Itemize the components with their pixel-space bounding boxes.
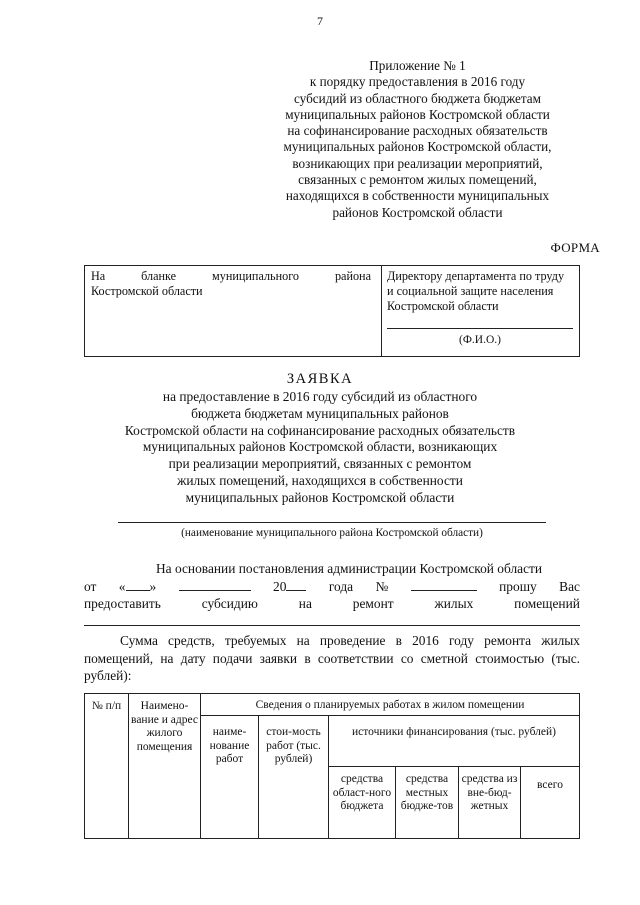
th-regional-budget: средства област-ного бюджета xyxy=(328,766,396,839)
paragraph-text: На основании постановления администрации Костромской области xyxy=(156,561,543,576)
request-paragraph xyxy=(84,560,580,613)
addressee-cell xyxy=(387,269,575,346)
addressee-line: Директору департамента по труду xyxy=(387,269,565,283)
addressee-line: и социальной защите населения xyxy=(387,284,554,298)
th-total: всего xyxy=(520,766,580,839)
paragraph-line xyxy=(84,560,580,578)
you-word: Вас xyxy=(559,578,580,594)
subtitle-line: на предоставление в 2016 году субсидий из областного xyxy=(162,389,478,404)
subtitle-line: при реализации мероприятий, связанных с ремонтом xyxy=(168,456,472,472)
appendix-line: районов Костромской области xyxy=(332,204,503,220)
th-extrabudgetary: средства из вне-бюд-жетных xyxy=(458,766,521,839)
paragraph-word: субсидию xyxy=(201,596,258,611)
th-funding-sources: источники финансирования (тыс. рублей) xyxy=(328,715,580,767)
paragraph-word: ремонт xyxy=(352,596,394,611)
appendix-line: муниципальных районов Костромской области xyxy=(285,106,550,122)
appendix-line: к порядку предоставления в 2016 году xyxy=(309,74,526,90)
paragraph-word: жилых xyxy=(434,596,474,611)
appendix-heading xyxy=(240,58,595,221)
district-name-caption: (наименование муниципального района Костромской области) xyxy=(181,527,483,539)
subtitle-line: муниципальных районов Костромской области, возникающих xyxy=(142,439,498,455)
paragraph-word: на xyxy=(298,596,312,611)
appendix-line: находящихся в собственности муниципальных xyxy=(285,188,550,204)
header-box xyxy=(84,265,580,357)
subtitle-line: Костромской области на софинансирование расходных обязательств xyxy=(124,422,516,438)
th-local-budget: средства местных бюдже-тов xyxy=(395,766,459,839)
header-box-divider xyxy=(381,266,382,356)
from-word: от xyxy=(84,578,97,594)
document-title: ЗАЯВКА xyxy=(286,371,354,387)
document-subtitle xyxy=(70,389,570,507)
letterhead-line: Костромской области xyxy=(91,284,203,298)
appendix-line: связанных с ремонтом жилых помещений, xyxy=(298,172,537,188)
paragraph-line xyxy=(84,595,580,613)
addressee-line: Костромской области xyxy=(387,299,499,313)
ask-word: прошу xyxy=(499,578,537,594)
date-month-blank xyxy=(179,578,251,591)
appendix-line: Приложение № 1 xyxy=(369,58,466,73)
works-table xyxy=(84,693,580,839)
district-name-line xyxy=(118,522,546,523)
subtitle-line: муниципальных районов Костромской области xyxy=(185,489,455,505)
date-day-field: « » xyxy=(118,578,157,594)
subtitle-line: бюджета бюджетам муниципальных районов xyxy=(191,405,449,421)
appendix-line: возникающих при реализации мероприятий, xyxy=(292,155,543,171)
fio-caption: (Ф.И.О.) xyxy=(459,334,501,346)
paragraph-line xyxy=(84,578,580,596)
amount-paragraph: Сумма средств, требуемых на проведение в 2016 году ремонта жилых помещений, на дату подачи заявки в соответствии со сметной стоимостью (тыс. рублей): xyxy=(84,633,580,683)
letterhead-cell xyxy=(91,269,371,299)
page-number: 7 xyxy=(317,14,323,28)
th-name-address: Наимено-вание и адрес жилого помещения xyxy=(128,693,201,839)
th-works-group: Сведения о планируемых работах в жилом помещении xyxy=(200,693,580,716)
appendix-line: на софинансирование расходных обязательств xyxy=(287,123,548,139)
appendix-line: муниципальных районов Костромской области, xyxy=(283,139,552,155)
th-works-name: наиме-нование работ xyxy=(200,715,259,839)
number-blank xyxy=(411,578,477,591)
subtitle-line: жилых помещений, находящихся в собственности xyxy=(177,472,463,488)
letterhead-line: На бланке муниципального района xyxy=(91,269,371,283)
form-label: ФОРМА xyxy=(550,240,600,255)
appendix-line: субсидий из областного бюджета бюджетам xyxy=(293,90,542,106)
th-number: № п/п xyxy=(84,693,129,839)
fio-signature-line xyxy=(387,328,573,329)
th-works-cost: стои-мость работ (тыс. рублей) xyxy=(258,715,329,839)
number-sign: № xyxy=(375,578,389,594)
date-year-field: 20 xyxy=(273,578,306,596)
fill-in-line xyxy=(84,625,580,626)
year-word: года xyxy=(328,578,354,594)
paragraph-word: предоставить xyxy=(84,596,161,611)
paragraph-word: помещений xyxy=(514,596,580,611)
